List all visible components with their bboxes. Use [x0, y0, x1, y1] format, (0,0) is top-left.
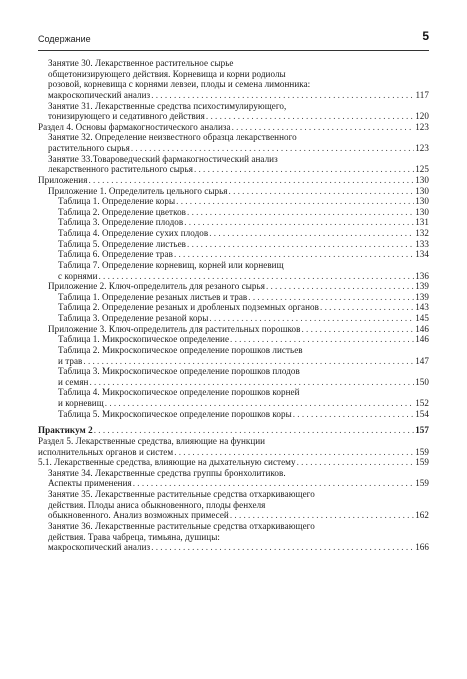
- toc-entry[interactable]: [38, 122, 429, 133]
- toc-page-number: 134: [415, 249, 429, 260]
- toc-entry-title: макроскопический анализ: [48, 89, 151, 100]
- toc-page-number: 145: [415, 313, 429, 323]
- toc-entry-title: Таблица 3. Определение плодов: [58, 217, 184, 228]
- dot-leader: [133, 478, 414, 489]
- toc-entry[interactable]: [38, 468, 429, 489]
- toc-entry[interactable]: [38, 313, 429, 324]
- dot-leader: [176, 196, 414, 207]
- toc-entry-title: Таблица 1. Определение коры: [58, 196, 176, 207]
- toc-entry-title: макроскопический анализ: [48, 542, 151, 553]
- toc-page-number: 130: [415, 196, 429, 207]
- toc-entry[interactable]: [38, 324, 429, 335]
- toc-page-number: 130: [415, 206, 429, 217]
- dot-leader: [301, 324, 414, 335]
- toc-entry[interactable]: [38, 132, 429, 153]
- toc-page-number: 147: [415, 355, 429, 366]
- toc-entry[interactable]: [38, 292, 429, 303]
- dot-leader: [83, 356, 414, 367]
- toc-entry-text-line: Занятие 30. Лекарственное растительное сырье: [48, 58, 234, 68]
- toc-page-number: 159: [415, 457, 429, 468]
- toc-page-number: 157: [415, 425, 429, 436]
- dot-leader: [229, 186, 414, 197]
- toc-entry-title: исполнительных органов и систем: [38, 446, 174, 457]
- toc-entry[interactable]: [38, 175, 429, 186]
- dot-leader: [206, 111, 414, 122]
- dot-leader: [98, 271, 414, 282]
- toc-entry[interactable]: [38, 489, 429, 521]
- toc-entry-text-line: Раздел 5. Лекарственные средства, влияющие на функции: [38, 435, 266, 446]
- toc-page-number: 152: [415, 398, 429, 408]
- toc-entry[interactable]: [38, 260, 429, 281]
- toc-entry-text-line: действия. Плоды аниса обыкновенного, плоды фенхеля: [48, 499, 266, 510]
- toc-page-number: 159: [415, 478, 429, 489]
- dot-leader: [187, 239, 414, 250]
- toc-entry-title: Таблица 4. Определение сухих плодов: [58, 228, 209, 238]
- toc-page-number: 162: [415, 510, 429, 521]
- dot-leader: [187, 207, 414, 218]
- toc-entry-title: Приложение 2. Ключ-определитель для резаного сырья: [48, 281, 265, 292]
- toc-page-number: 154: [415, 408, 429, 419]
- dot-leader: [89, 377, 414, 388]
- toc-entry[interactable]: [38, 345, 429, 366]
- toc-page-number: 146: [415, 334, 429, 345]
- toc-entry-title: Приложение 3. Ключ-определитель для растительных порошков: [48, 323, 301, 334]
- toc-entry-text-line: Занятие 31. Лекарственные средства психостимулирующего,: [48, 100, 287, 111]
- toc-entry-title: Таблица 2. Определение цветков: [58, 206, 187, 217]
- toc-page-number: 159: [415, 446, 429, 457]
- toc-entry-title: Таблица 6. Определение трав: [58, 249, 173, 260]
- dot-leader: [174, 249, 414, 260]
- toc-entry-text-line: Таблица 7. Определение корневищ, корней или корневищ: [58, 259, 284, 270]
- toc-entry-title: Таблица 2. Определение резаных и дробленых подземных органов: [58, 302, 320, 313]
- toc-entry[interactable]: [38, 207, 429, 218]
- toc-entry-title: Практикум 2: [38, 425, 93, 436]
- toc-entry-text-line: Таблица 3. Микроскопическое определение порошков плодов: [58, 366, 300, 377]
- toc-entry-title: тонизирующего и седативного действия: [48, 111, 205, 122]
- toc-entry[interactable]: [38, 58, 429, 101]
- toc-page-number: 130: [415, 174, 429, 185]
- toc-entry[interactable]: [38, 239, 429, 250]
- dot-leader: [105, 398, 414, 409]
- toc-page-number: 117: [415, 89, 429, 100]
- toc-page-number: 166: [415, 542, 429, 553]
- dot-leader: [248, 292, 414, 303]
- toc-entry[interactable]: [38, 196, 429, 207]
- toc-page-number: 125: [415, 164, 429, 175]
- toc-entry-title: и трав: [58, 355, 83, 366]
- dot-leader: [230, 510, 414, 521]
- dot-leader: [88, 175, 414, 186]
- toc-entry[interactable]: [38, 387, 429, 408]
- dot-leader: [320, 302, 414, 313]
- dot-leader: [151, 542, 414, 553]
- toc-page-number: 139: [415, 291, 429, 302]
- toc-entry-title: растительного сырья: [48, 143, 130, 153]
- toc-page-number: 136: [415, 270, 429, 281]
- dot-leader: [174, 447, 414, 458]
- running-header: [38, 30, 429, 51]
- toc-entry-text-line: Занятие 34. Лекарственные средства группы бронхолитиков.: [48, 467, 286, 478]
- toc-entry-title: 5.1. Лекарственные средства, влияющие на дыхательную систему: [38, 457, 296, 468]
- toc-entry[interactable]: [38, 457, 429, 468]
- toc-entry[interactable]: [38, 249, 429, 260]
- dot-leader: [293, 409, 414, 420]
- toc-entry-title: Таблица 1. Определение резаных листьев и трав: [58, 291, 248, 302]
- toc-entry[interactable]: [38, 186, 429, 197]
- toc-entry-text-line: Занятие 32. Определение неизвестного образца лекарственного: [48, 132, 297, 143]
- toc-entry-title: Аспекты применения: [48, 478, 132, 489]
- dot-leader: [266, 281, 414, 292]
- toc-entry[interactable]: [38, 334, 429, 345]
- dot-leader: [94, 425, 414, 436]
- toc-entry-title: Таблица 5. Микроскопическое определение порошков коры: [58, 408, 292, 419]
- toc-entry-title: Приложение 1. Определитель цельного сырья: [48, 185, 228, 196]
- dot-leader: [131, 143, 414, 154]
- toc-page-number: 146: [415, 323, 429, 334]
- toc-entry-title: Таблица 3. Определение резаной коры: [58, 313, 209, 323]
- dot-leader: [184, 217, 414, 228]
- toc-page-number: 123: [415, 143, 429, 153]
- toc-page-number: 120: [415, 111, 429, 122]
- dot-leader: [297, 457, 414, 468]
- toc-page-number: 133: [415, 238, 429, 249]
- toc-entry-title: Раздел 4. Основы фармакогностического анализа: [38, 121, 231, 132]
- toc-entry-text-line: Занятие 33.Товароведческий фармакогностический анализ: [48, 153, 278, 164]
- toc-entry-text-line: общетонизирующего действия. Корневища и корни родиолы: [48, 68, 286, 79]
- toc-entry-title: обыкновенного. Анализ возможных примесей: [48, 510, 229, 521]
- toc-page-number: 131: [415, 217, 429, 228]
- toc-entry[interactable]: [38, 302, 429, 313]
- dot-leader: [194, 164, 414, 175]
- toc-entry-text-line: Таблица 4. Микроскопическое определение порошков корней: [58, 387, 300, 398]
- toc-entry[interactable]: [38, 101, 429, 122]
- dot-leader: [151, 90, 414, 101]
- toc-entry[interactable]: [38, 217, 429, 228]
- running-header-title: Содержание: [38, 34, 91, 44]
- toc-page-number: 130: [415, 185, 429, 196]
- toc-entry[interactable]: [38, 521, 429, 553]
- toc-entry-title: с корнями: [58, 270, 98, 281]
- toc-entry-title: Таблица 5. Определение листьев: [58, 238, 187, 249]
- toc-page-number: 123: [415, 121, 429, 132]
- toc-page-number: 150: [415, 376, 429, 387]
- toc-entry-text-line: действия. Трава чабреца, тимьяна, душицы:: [48, 531, 220, 542]
- dot-leader: [209, 313, 414, 324]
- toc-entry-text-line: Занятие 35. Лекарственные растительные средства отхаркивающего: [48, 489, 315, 499]
- toc-entry-title: Приложения: [38, 174, 88, 185]
- toc-entry-title: лекарственного растительного сырья: [48, 164, 193, 175]
- toc-entry[interactable]: [38, 281, 429, 292]
- toc-entry-title: и корневищ: [58, 398, 104, 408]
- page-number: 5: [422, 29, 429, 43]
- toc-page-number: 143: [415, 302, 429, 313]
- toc-page-number: 139: [415, 281, 429, 292]
- toc-page-number: 132: [415, 228, 429, 238]
- toc-entry-text-line: Занятие 36. Лекарственные растительные средства отхаркивающего: [48, 520, 315, 531]
- dot-leader: [232, 122, 414, 133]
- toc-entry-text-line: розовой, корневища с корнями левзеи, плоды и семена лимонника:: [48, 79, 311, 90]
- toc-entry-title: и семян: [58, 376, 89, 387]
- dot-leader: [209, 228, 414, 239]
- toc-entry[interactable]: [38, 425, 429, 436]
- dot-leader: [230, 334, 414, 345]
- toc-entry[interactable]: [38, 154, 429, 175]
- toc-entry[interactable]: [38, 228, 429, 239]
- toc-entry-text-line: Таблица 2. Микроскопическое определение порошков листьев: [58, 344, 303, 355]
- toc-entry[interactable]: [38, 436, 429, 457]
- toc-entry[interactable]: [38, 366, 429, 387]
- toc-entry[interactable]: [38, 409, 429, 420]
- toc-entry-title: Таблица 1. Микроскопическое определение: [58, 334, 230, 345]
- table-of-contents: [38, 58, 429, 553]
